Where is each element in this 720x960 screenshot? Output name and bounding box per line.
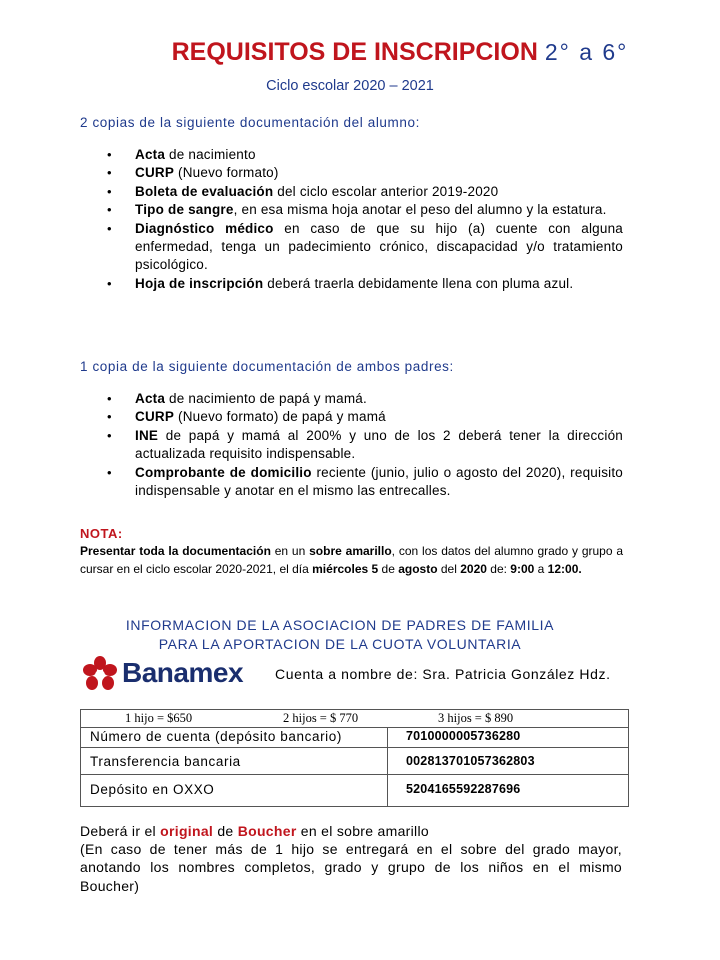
parent-docs-heading: 1 copia de la siguiente documentación de ambos padres: bbox=[80, 359, 454, 374]
footer-note: (En caso de tener más de 1 hijo se entregará en el sobre del grado mayor, anotando los nombres completos, grado y grupo de los niños en el mismo Boucher) bbox=[80, 841, 622, 894]
note-body: Presentar toda la documentación en un sobre amarillo, con los datos del alumno grado y grupo a cursar en el ciclo escolar 2020-2021, el día miércoles 5 de agosto del 2020 de: 9:00 a 12:00. bbox=[80, 544, 624, 576]
bullet-icon: • bbox=[107, 391, 112, 406]
table-column-divider bbox=[387, 727, 388, 807]
student-docs-list bbox=[80, 146, 623, 293]
bullet-icon: • bbox=[107, 202, 112, 218]
bullet-icon: • bbox=[107, 464, 112, 480]
table-divider bbox=[81, 774, 628, 775]
bank-name: Banamex bbox=[122, 657, 244, 688]
title-main: REQUISITOS DE INSCRIPCION bbox=[171, 38, 538, 66]
list-item: • Tipo de sangre, en esa misma hoja anotar el peso del alumno y la estatura. bbox=[80, 201, 623, 219]
footer-instructions: Deberá ir el original de Boucher en el sobre amarillo (En caso de tener más de 1 hijo se entregará en el sobre del grado mayor, anotando los nombres completos, grado y grupo de los niños en el mismo Boucher) bbox=[80, 823, 622, 894]
bullet-icon: • bbox=[107, 183, 112, 199]
bullet-icon: • bbox=[107, 427, 112, 443]
rate-3-children: 3 hijos = $ 890 bbox=[438, 711, 514, 725]
parent-docs-list bbox=[80, 390, 623, 500]
list-item: • INE de papá y mamá al 200% y uno de los 2 deberá tener la dirección actualizada requisito indispensable. bbox=[107, 427, 623, 462]
table-divider bbox=[81, 727, 628, 728]
list-item: • Acta de nacimiento de papá y mamá. bbox=[80, 390, 623, 408]
list-item: • CURP (Nuevo formato) de papá y mamá bbox=[80, 408, 623, 426]
title-grades: 2° a 6° bbox=[544, 39, 629, 65]
list-item: • Hoja de inscripción deberá traerla debidamente llena con pluma azul. bbox=[80, 275, 623, 293]
bullet-icon: • bbox=[107, 165, 112, 181]
bullet-icon: • bbox=[107, 409, 112, 425]
bullet-icon: • bbox=[107, 147, 112, 162]
rate-1-child: 1 hijo = $650 bbox=[125, 711, 193, 725]
bullet-icon: • bbox=[107, 275, 112, 291]
table-divider bbox=[81, 747, 628, 748]
banamex-logo-icon bbox=[82, 655, 118, 695]
school-year: Ciclo escolar 2020 – 2021 bbox=[266, 78, 434, 94]
association-heading: INFORMACION DE LA ASOCIACION DE PADRES DE FAMILIA PARA LA APORTACION DE LA CUOTA VOLUNTARIA bbox=[125, 617, 555, 652]
note-heading: NOTA: bbox=[80, 526, 123, 541]
rate-2-children: 2 hijos = $ 770 bbox=[283, 711, 359, 725]
student-docs-heading: 2 copias de la siguiente documentación del alumno: bbox=[80, 115, 420, 130]
bullet-icon: • bbox=[107, 220, 112, 236]
list-item: • Boleta de evaluación del ciclo escolar anterior 2019-2020 bbox=[80, 183, 623, 201]
account-holder: Cuenta a nombre de: Sra. Patricia González Hdz. bbox=[275, 666, 611, 682]
list-item: • Diagnóstico médico en caso de que su hijo (a) cuente con alguna enfermedad, tenga un padecimiento crónico, discapacidad y/o tratamiento psicológico. bbox=[107, 220, 623, 273]
list-item: • CURP (Nuevo formato) bbox=[80, 164, 623, 182]
list-item: • Acta de nacimiento bbox=[80, 146, 623, 164]
list-item: • Comprobante de domicilio reciente (junio, julio o agosto del 2020), requisito indispensable y anotar en el mismo las entrecalles. bbox=[107, 464, 624, 499]
page-title bbox=[0, 38, 720, 67]
payment-table: 1 hijo = $650 2 hijos = $ 770 3 hijos = $ 890 Número de cuenta (depósito bancario) 7010000005736280 Transferencia bancaria 002813701057362803 Depósito en OXXO 5204165592287696 bbox=[80, 709, 629, 807]
